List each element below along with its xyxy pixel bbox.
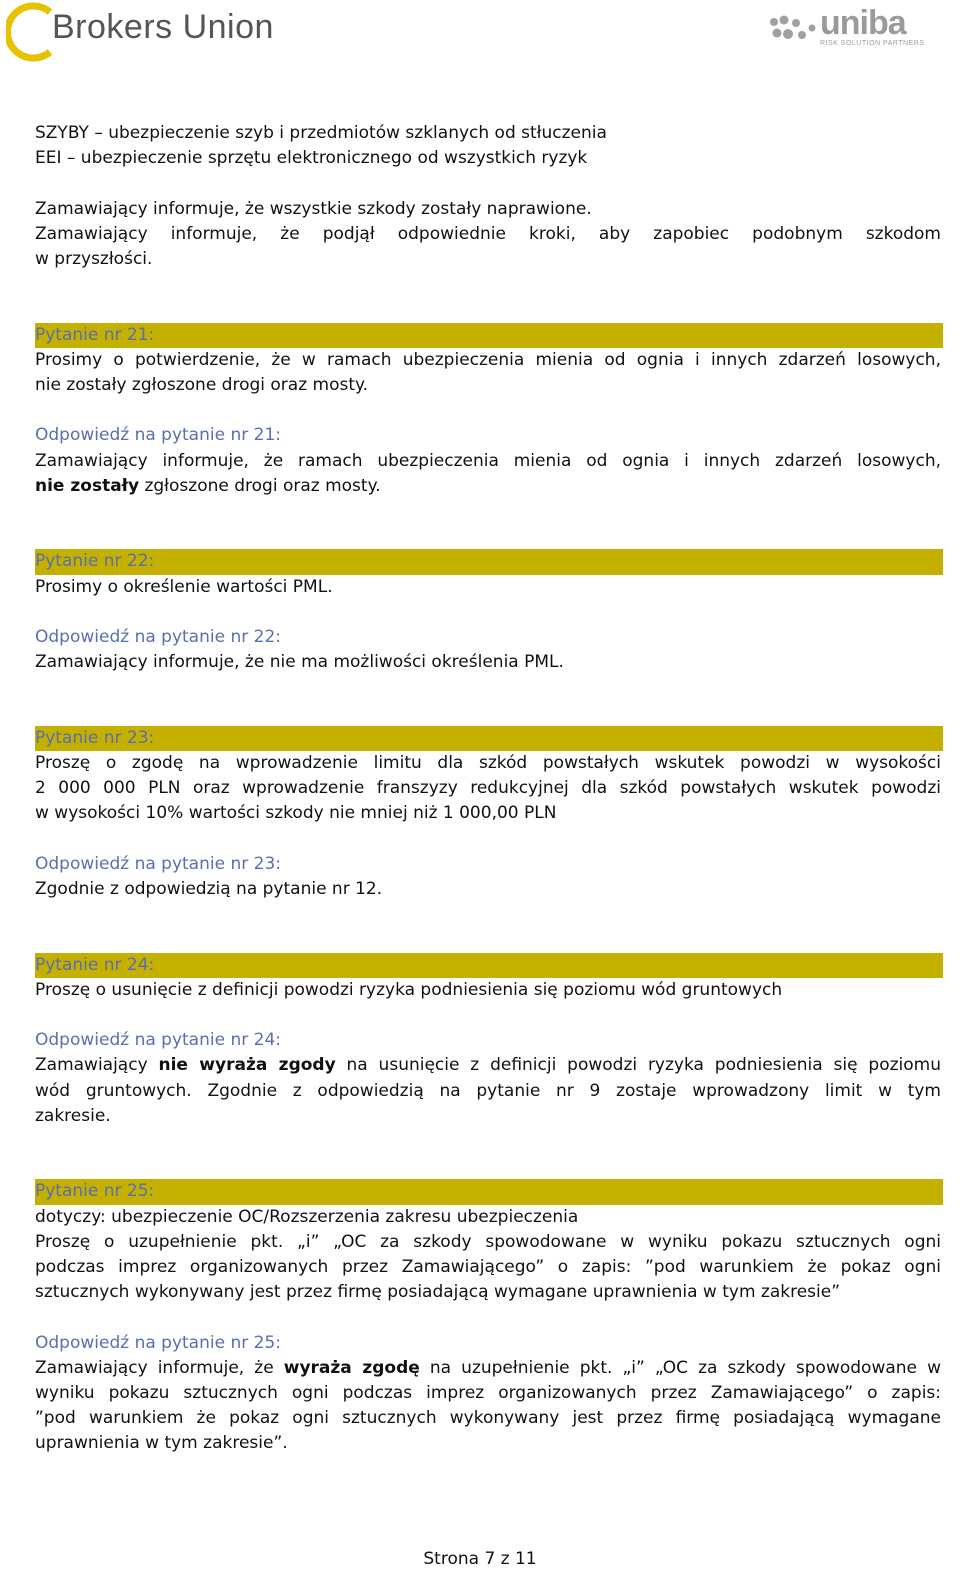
brokers-union-logo-text: Brokers Union <box>52 8 274 46</box>
question-text: sztucznych wykonywany jest przez firmę posiadającą wymagane uprawnienia w tym zakresie” <box>35 1282 841 1303</box>
question-text: Prosimy o określenie wartości PML. <box>35 576 333 597</box>
intro-line: SZYBY – ubezpieczenie szyb i przedmiotów szklanych od stłuczenia <box>35 123 607 143</box>
answer-text-rest: na uzupełnienie pkt. „i” „OC za szkody spowodowane w <box>419 1357 941 1378</box>
question-24-heading: Pytanie nr 24: <box>35 953 943 978</box>
question-text: w wysokości 10% wartości szkody nie mniej niż 1 000,00 PLN <box>35 803 557 824</box>
question-text: nie zostały zgłoszone drogi oraz mosty. <box>35 374 369 395</box>
answer-emphasis: nie wyraża zgody <box>158 1055 336 1076</box>
intro-line: Zamawiający informuje, że podjął odpowiednie kroki, aby zapobiec podobnym szkodom <box>35 223 941 244</box>
answer-21-heading: Odpowiedź na pytanie nr 21: <box>35 425 281 446</box>
question-text: podczas imprez organizowanych przez Zamawiającego” o zapis: ”pod warunkiem że pokaz ogni <box>35 1256 941 1277</box>
document-body <box>35 121 941 1457</box>
question-21-heading: Pytanie nr 21: <box>35 323 943 348</box>
answer-text: Zgodnie z odpowiedzią na pytanie nr 12. <box>35 878 383 899</box>
question-text: Proszę o uzupełnienie pkt. „i” „OC za szkody spowodowane w wyniku pokazu sztucznych ogni <box>35 1231 941 1252</box>
answer-text: zakresie. <box>35 1105 111 1126</box>
question-text: dotyczy: ubezpieczenie OC/Rozszerzenia zakresu ubezpieczenia <box>35 1206 579 1227</box>
uniba-logo-tagline: RISK SOLUTION PARTNERS <box>820 40 925 47</box>
question-25-heading: Pytanie nr 25: <box>35 1179 943 1204</box>
answer-emphasis: nie zostały <box>35 475 140 496</box>
answer-22-heading: Odpowiedź na pytanie nr 22: <box>35 626 281 647</box>
answer-emphasis: wyraża zgodę <box>283 1357 420 1378</box>
answer-24-heading: Odpowiedź na pytanie nr 24: <box>35 1030 281 1051</box>
answer-text: ”pod warunkiem że pokaz ogni sztucznych wykonywany jest przez firmę posiadającą wymagane <box>35 1408 941 1429</box>
question-22-heading: Pytanie nr 22: <box>35 549 943 574</box>
uniba-logo-text: uniba <box>820 4 906 42</box>
page-number: Strona 7 z 11 <box>423 1549 537 1569</box>
answer-23-heading: Odpowiedź na pytanie nr 23: <box>35 853 281 874</box>
answer-text: uprawnienia w tym zakresie”. <box>35 1433 288 1454</box>
answer-text-rest: na usunięcie z definicji powodzi ryzyka podniesienia się poziomu <box>335 1055 941 1076</box>
question-text: 2 000 000 PLN oraz wprowadzenie franszyzy redukcyjnej dla szkód powstałych wskutek powodzi <box>35 778 941 799</box>
intro-line: EEI – ubezpieczenie sprzętu elektronicznego od wszystkich ryzyk <box>35 148 588 169</box>
answer-text: wód gruntowych. Zgodnie z odpowiedzią na pytanie nr 9 zostaje wprowadzony limit w tym <box>35 1080 941 1101</box>
question-23-heading: Pytanie nr 23: <box>35 726 943 751</box>
intro-line: Zamawiający informuje, że wszystkie szkody zostały naprawione. <box>35 198 592 219</box>
answer-text: Zamawiający informuje, że nie ma możliwości określenia PML. <box>35 652 564 673</box>
question-text: Prosimy o potwierdzenie, że w ramach ubezpieczenia mienia od ognia i innych zdarzeń losowych, <box>35 349 941 370</box>
intro-line: w przyszłości. <box>35 249 153 269</box>
page-header <box>0 0 960 70</box>
question-text: Proszę o usunięcie z definicji powodzi ryzyka podniesienia się poziomu wód gruntowych <box>35 979 783 1000</box>
answer-text: Zamawiający informuje, że ramach ubezpieczenia mienia od ognia i innych zdarzeń losowych, <box>35 450 941 471</box>
answer-text <box>35 1053 941 1078</box>
answer-text-rest: zgłoszone drogi oraz mosty. <box>139 475 381 496</box>
answer-text-pre: Zamawiający informuje, że <box>35 1357 284 1378</box>
answer-text <box>35 1356 941 1381</box>
answer-25-heading: Odpowiedź na pytanie nr 25: <box>35 1332 281 1353</box>
answer-text <box>35 474 941 499</box>
question-text: Proszę o zgodę na wprowadzenie limitu dla szkód powstałych wskutek powodzi w wysokości <box>35 752 941 773</box>
answer-text: wyniku pokazu sztucznych ogni podczas imprez organizowanych przez Zamawiającego” o zapis: <box>35 1382 941 1403</box>
answer-text-pre: Zamawiający <box>35 1055 159 1076</box>
